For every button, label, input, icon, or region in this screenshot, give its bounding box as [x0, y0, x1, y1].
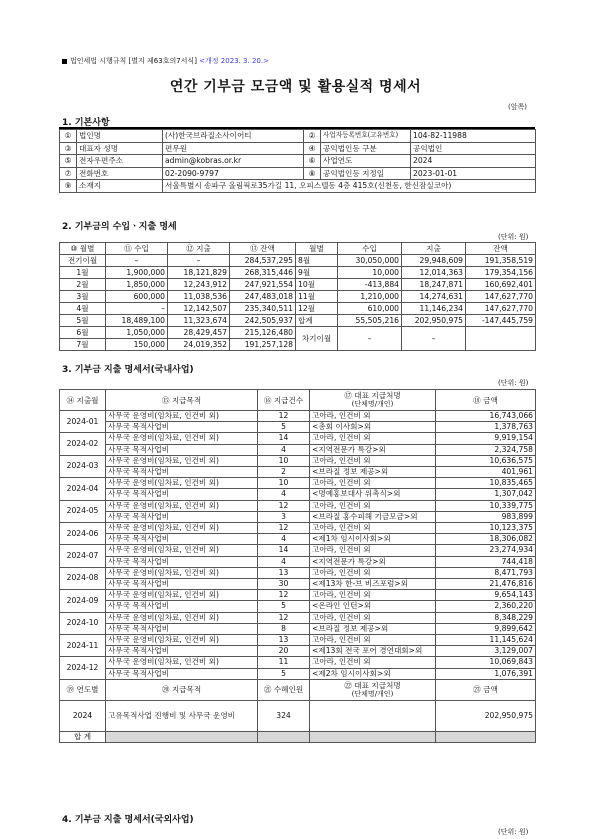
- field-value: (사)한국브라질소사이어티: [163, 130, 304, 143]
- payee-cell: <제1차 임시이사회>외: [310, 534, 436, 545]
- month-cell: 10월: [296, 279, 338, 291]
- month-cell: 1월: [60, 267, 106, 279]
- amount-cell: 10,339,775: [436, 500, 536, 511]
- info-row: [60, 167, 536, 180]
- column-header-line: (단체명/개인): [351, 689, 394, 698]
- column-header: [106, 390, 258, 411]
- column-header: [60, 390, 106, 411]
- table-row: [60, 500, 536, 511]
- payee-cell: 고아라, 인건비 외: [310, 635, 436, 646]
- income-cell: –: [106, 303, 168, 315]
- balance-cell: 147,627,770: [466, 303, 536, 315]
- field-label: 법인명: [77, 130, 163, 143]
- month-cell: 2024-02: [60, 433, 106, 455]
- count-cell: 8: [258, 623, 310, 634]
- domestic-expense-table: [59, 389, 536, 743]
- amount-cell: 10,636,575: [436, 455, 536, 466]
- purpose-cell: 사무국 운영비(임차료, 인건비 외): [106, 635, 258, 646]
- field-number: ④: [304, 142, 321, 155]
- payee-cell: 고아라, 인건비 외: [310, 612, 436, 623]
- total-row: [60, 731, 536, 742]
- purpose-cell: 사무국 목적사업비: [106, 422, 258, 433]
- square-bullet-icon: [62, 59, 67, 64]
- field-number: ⑥: [304, 155, 321, 168]
- column-header-line: ⑳ 지급목적: [161, 685, 202, 695]
- table-row: [60, 291, 536, 303]
- purpose-cell: 사무국 목적사업비: [106, 668, 258, 679]
- count-cell: 12: [258, 612, 310, 623]
- field-value: 편무원: [163, 142, 304, 155]
- table-row: [60, 534, 536, 545]
- form-ref-text: 법인세법 시행규칙 [별지 제63호의7서식]: [70, 57, 197, 65]
- month-cell: 2024-01: [60, 411, 106, 433]
- expense-cell: 11,146,234: [402, 303, 466, 315]
- count-cell: 12: [258, 500, 310, 511]
- purpose-cell: 사무국 운영비(임차료, 인건비 외): [106, 545, 258, 556]
- expense-cell: –: [402, 327, 466, 351]
- balance-cell: 191,257,128: [230, 339, 296, 351]
- total-purpose-cell: [106, 731, 258, 742]
- count-cell: 14: [258, 433, 310, 444]
- month-cell: 전기이월: [60, 255, 106, 267]
- purpose-cell: 사무국 목적사업비: [106, 534, 258, 545]
- purpose-cell: 사무국 운영비(임차료, 인건비 외): [106, 500, 258, 511]
- amount-cell: 21,476,816: [436, 579, 536, 590]
- table-row: [60, 267, 536, 279]
- payee-cell: <온라인 인턴>외: [310, 601, 436, 612]
- purpose-cell: 사무국 목적사업비: [106, 556, 258, 567]
- purpose-cell: 사무국 목적사업비: [106, 646, 258, 657]
- month-cell: 2월: [60, 279, 106, 291]
- section4-unit: (단위: 원): [498, 828, 529, 836]
- income-cell: 1,050,000: [106, 327, 168, 339]
- purpose-cell: 사무국 목적사업비: [106, 623, 258, 634]
- total-people-cell: [258, 731, 310, 742]
- table-row: [60, 467, 536, 478]
- purpose-cell: 사무국 운영비(임차료, 인건비 외): [106, 657, 258, 668]
- summary-header-row: [60, 679, 536, 700]
- month-cell: 7월: [60, 339, 106, 351]
- column-header: [310, 390, 436, 411]
- table-row: [60, 567, 536, 578]
- column-header-line: ⑮ 지급목적: [161, 395, 202, 405]
- expense-cell: 12,243,912: [168, 279, 230, 291]
- month-cell: 2024-05: [60, 500, 106, 522]
- month-cell: 8월: [296, 255, 338, 267]
- month-cell: 6월: [60, 327, 106, 339]
- field-label: 소재지: [77, 180, 163, 193]
- table-row: [60, 489, 536, 500]
- payee-cell: <제2차 임시이사회>외: [310, 668, 436, 679]
- table-row: [60, 545, 536, 556]
- total-payee-cell: [310, 731, 436, 742]
- expense-cell: 11,038,536: [168, 291, 230, 303]
- count-cell: 4: [258, 444, 310, 455]
- column-header: ⑬ 잔액: [230, 243, 296, 255]
- balance-cell: 247,483,018: [230, 291, 296, 303]
- front-side-note: (앞쪽): [508, 103, 527, 111]
- balance-cell: 235,340,511: [230, 303, 296, 315]
- table-row: [60, 478, 536, 489]
- purpose-cell: 사무국 운영비(임차료, 인건비 외): [106, 411, 258, 422]
- expense-cell: 12,014,363: [402, 267, 466, 279]
- column-header: 지출: [402, 243, 466, 255]
- field-label: 사업자등록번호(고유번호): [321, 130, 411, 143]
- month-cell: 2024-09: [60, 590, 106, 612]
- field-value: 공익법인: [411, 142, 536, 155]
- column-header: [436, 679, 536, 700]
- balance-cell: 284,537,295: [230, 255, 296, 267]
- column-header: [60, 679, 106, 700]
- table-row: [60, 523, 536, 534]
- field-number: ⑧: [304, 167, 321, 180]
- amount-cell: 10,123,375: [436, 523, 536, 534]
- column-header: [258, 390, 310, 411]
- balance-cell: [466, 327, 536, 351]
- balance-cell: 191,358,519: [466, 255, 536, 267]
- table-row: [60, 579, 536, 590]
- table-row: [60, 590, 536, 601]
- count-cell: 11: [258, 657, 310, 668]
- balance-cell: 268,315,446: [230, 267, 296, 279]
- purpose-cell: 사무국 목적사업비: [106, 511, 258, 522]
- people-cell: 324: [258, 700, 310, 731]
- column-header: 수입: [338, 243, 402, 255]
- payee-cell: <지역전문가 특강>외: [310, 444, 436, 455]
- expense-cell: 18,247,871: [402, 279, 466, 291]
- amount-cell: 16,743,066: [436, 411, 536, 422]
- field-number: ⑨: [60, 180, 77, 193]
- month-cell: 2024-03: [60, 455, 106, 477]
- count-cell: 5: [258, 422, 310, 433]
- section3-unit: (단위: 원): [498, 379, 529, 387]
- amount-cell: 11,145,624: [436, 635, 536, 646]
- amount-cell: 2,360,220: [436, 601, 536, 612]
- table-row: [60, 623, 536, 634]
- table-row: [60, 668, 536, 679]
- column-header-line: ⑱ 금액: [473, 395, 498, 405]
- income-cell: –: [338, 327, 402, 351]
- count-cell: 12: [258, 523, 310, 534]
- total-label: 합 계: [60, 731, 106, 742]
- income-cell: 1,900,000: [106, 267, 168, 279]
- table-row: [60, 303, 536, 315]
- payee-cell: 고아라, 인건비 외: [310, 500, 436, 511]
- form-reference: [62, 56, 269, 66]
- table-row: [60, 556, 536, 567]
- info-row: [60, 130, 536, 143]
- info-row: [60, 142, 536, 155]
- column-header: [106, 679, 258, 700]
- balance-cell: 247,921,554: [230, 279, 296, 291]
- amount-cell: 9,654,143: [436, 590, 536, 601]
- count-cell: 12: [258, 411, 310, 422]
- payee-cell: 고아라, 인건비 외: [310, 590, 436, 601]
- column-header-line: ㉒ 대표 지급처명: [344, 680, 401, 690]
- purpose-cell: 사무국 목적사업비: [106, 601, 258, 612]
- section2-title: 2. 기부금의 수입ㆍ지출 명세: [62, 222, 177, 232]
- count-cell: 10: [258, 455, 310, 466]
- year-cell: 2024: [60, 700, 106, 731]
- payee-cell: <브라질 정보 제공>외: [310, 623, 436, 634]
- field-number: ②: [304, 130, 321, 143]
- column-header-line: ⑰ 대표 지급처명: [344, 391, 401, 400]
- column-header: 잔액: [466, 243, 536, 255]
- month-cell: 5월: [60, 315, 106, 327]
- count-cell: 14: [258, 545, 310, 556]
- total-amount-cell: [436, 731, 536, 742]
- month-cell: 4월: [60, 303, 106, 315]
- revision-note: <개정 2023. 3. 20.>: [199, 57, 269, 65]
- field-value: admin@kobras.or.kr: [163, 155, 304, 168]
- amount-cell: 202,950,975: [436, 700, 536, 731]
- column-header: [310, 679, 436, 700]
- income-cell: 55,505,216: [338, 315, 402, 327]
- balance-cell: -147,445,759: [466, 315, 536, 327]
- field-number: ⑦: [60, 167, 77, 180]
- count-cell: 5: [258, 668, 310, 679]
- month-cell: 2024-07: [60, 545, 106, 567]
- amount-cell: 744,418: [436, 556, 536, 567]
- field-value: 2024: [411, 155, 536, 168]
- expense-cell: –: [168, 255, 230, 267]
- column-header-line: ⑭ 지출월: [66, 395, 99, 405]
- count-cell: 4: [258, 534, 310, 545]
- count-cell: 12: [258, 590, 310, 601]
- address-value: 서울특별시 송파구 올림픽로35가길 11, 오피스텔동 4층 415호(신천동, 한신잠실코아): [163, 180, 536, 193]
- field-number: ①: [60, 130, 77, 143]
- amount-cell: 23,274,934: [436, 545, 536, 556]
- column-header: ⑫ 지출: [168, 243, 230, 255]
- income-cell: 1,850,000: [106, 279, 168, 291]
- table-row: [60, 601, 536, 612]
- purpose-cell: 사무국 목적사업비: [106, 467, 258, 478]
- expense-cell: 12,142,507: [168, 303, 230, 315]
- amount-cell: 401,961: [436, 467, 536, 478]
- purpose-cell: 사무국 운영비(임차료, 인건비 외): [106, 433, 258, 444]
- month-cell: 차기이월: [296, 327, 338, 351]
- purpose-cell: 고유목적사업 진행비 및 사무국 운영비: [106, 700, 258, 731]
- income-cell: 30,050,000: [338, 255, 402, 267]
- income-cell: 1,210,000: [338, 291, 402, 303]
- payee-cell: <제13차 한-브 비즈포럼>외: [310, 579, 436, 590]
- table-row: [60, 635, 536, 646]
- table-row: [60, 411, 536, 422]
- amount-cell: 3,129,007: [436, 646, 536, 657]
- table-header-row: [60, 390, 536, 411]
- income-cell: 10,000: [338, 267, 402, 279]
- field-label: 사업연도: [321, 155, 411, 168]
- payee-cell: 고아라, 인건비 외: [310, 478, 436, 489]
- payee-cell: 고아라, 인건비 외: [310, 433, 436, 444]
- payee-cell: 고아라, 인건비 외: [310, 657, 436, 668]
- month-cell: 3월: [60, 291, 106, 303]
- table-row: [60, 657, 536, 668]
- column-header: 월별: [296, 243, 338, 255]
- table-row: [60, 455, 536, 466]
- count-cell: 5: [258, 601, 310, 612]
- column-header: [436, 390, 536, 411]
- purpose-cell: 사무국 운영비(임차료, 인건비 외): [106, 478, 258, 489]
- purpose-cell: 사무국 운영비(임차료, 인건비 외): [106, 590, 258, 601]
- payee-cell: <브라질 홍수피해 기금모금>외: [310, 511, 436, 522]
- income-cell: 610,000: [338, 303, 402, 315]
- column-header-line: ⑲ 연도별: [66, 685, 99, 695]
- payee-cell: 고아라, 인건비 외: [310, 567, 436, 578]
- table-row: [60, 433, 536, 444]
- amount-cell: 1,378,763: [436, 422, 536, 433]
- month-cell: 9월: [296, 267, 338, 279]
- table-row: [60, 646, 536, 657]
- purpose-cell: 사무국 목적사업비: [106, 444, 258, 455]
- amount-cell: 8,471,793: [436, 567, 536, 578]
- month-cell: 11월: [296, 291, 338, 303]
- purpose-cell: 사무국 운영비(임차료, 인건비 외): [106, 455, 258, 466]
- month-cell: 12월: [296, 303, 338, 315]
- payee-cell: <명예홍보대사 위촉식>외: [310, 489, 436, 500]
- table-header-row: [60, 243, 536, 255]
- table-row: [60, 444, 536, 455]
- count-cell: 4: [258, 556, 310, 567]
- payee-cell: 고아라, 인건비 외: [310, 545, 436, 556]
- income-expense-table: [59, 242, 536, 351]
- payee-cell: [310, 700, 436, 731]
- payee-cell: <제13회 전국 포어 경연대회>외: [310, 646, 436, 657]
- field-label: 대표자 성명: [77, 142, 163, 155]
- column-header-line: ⑯ 지급건수: [263, 395, 304, 405]
- amount-cell: 10,069,843: [436, 657, 536, 668]
- expense-cell: 202,950,975: [402, 315, 466, 327]
- expense-cell: 28,429,457: [168, 327, 230, 339]
- month-cell: 합계: [296, 315, 338, 327]
- month-cell: 2024-11: [60, 635, 106, 657]
- column-header-line: ㉓ 금액: [473, 685, 498, 695]
- income-cell: 600,000: [106, 291, 168, 303]
- count-cell: 13: [258, 635, 310, 646]
- basic-info-table: [59, 129, 536, 193]
- purpose-cell: 사무국 운영비(임차료, 인건비 외): [106, 567, 258, 578]
- count-cell: 13: [258, 567, 310, 578]
- amount-cell: 1,076,391: [436, 668, 536, 679]
- amount-cell: 9,919,154: [436, 433, 536, 444]
- balance-cell: 242,505,937: [230, 315, 296, 327]
- amount-cell: 18,306,082: [436, 534, 536, 545]
- expense-cell: 11,323,674: [168, 315, 230, 327]
- table-row: [60, 315, 536, 327]
- field-number: ③: [60, 142, 77, 155]
- count-cell: 20: [258, 646, 310, 657]
- table-row: [60, 255, 536, 267]
- count-cell: 3: [258, 511, 310, 522]
- table-row: [60, 327, 536, 339]
- balance-cell: 160,692,401: [466, 279, 536, 291]
- field-label: 공익법인등 구분: [321, 142, 411, 155]
- income-cell: 18,489,100: [106, 315, 168, 327]
- balance-cell: 147,627,770: [466, 291, 536, 303]
- purpose-cell: 사무국 운영비(임차료, 인건비 외): [106, 523, 258, 534]
- purpose-cell: 사무국 목적사업비: [106, 579, 258, 590]
- table-row: [60, 612, 536, 623]
- page-title: 연간 기부금 모금액 및 활용실적 명세서: [169, 79, 422, 95]
- column-header-line: ㉑ 수혜인원: [263, 685, 304, 695]
- purpose-cell: 사무국 운영비(임차료, 인건비 외): [106, 612, 258, 623]
- field-value: 104-82-11988: [411, 130, 536, 143]
- payee-cell: 고아라, 인건비 외: [310, 523, 436, 534]
- balance-cell: 215,126,480: [230, 327, 296, 339]
- month-cell: 2024-06: [60, 523, 106, 545]
- month-cell: 2024-12: [60, 657, 106, 679]
- address-row: [60, 180, 536, 193]
- amount-cell: 983,899: [436, 511, 536, 522]
- expense-cell: 18,121,829: [168, 267, 230, 279]
- section1-title: 1. 기본사항: [62, 118, 110, 128]
- amount-cell: 9,899,642: [436, 623, 536, 634]
- expense-cell: 29,948,609: [402, 255, 466, 267]
- count-cell: 10: [258, 478, 310, 489]
- column-header: [258, 679, 310, 700]
- count-cell: 2: [258, 467, 310, 478]
- info-row: [60, 155, 536, 168]
- table-row: [60, 422, 536, 433]
- column-header: ⑪ 수입: [106, 243, 168, 255]
- payee-cell: <브라질 정보 제공>외: [310, 467, 436, 478]
- amount-cell: 10,835,465: [436, 478, 536, 489]
- field-value: 02-2090-9797: [163, 167, 304, 180]
- month-cell: 2024-08: [60, 567, 106, 589]
- field-label: 공익법인등 지정일: [321, 167, 411, 180]
- income-cell: -413,884: [338, 279, 402, 291]
- count-cell: 30: [258, 579, 310, 590]
- column-header: ⑩ 월별: [60, 243, 106, 255]
- expense-cell: 14,274,631: [402, 291, 466, 303]
- income-cell: –: [106, 255, 168, 267]
- month-cell: 2024-10: [60, 612, 106, 634]
- count-cell: 4: [258, 489, 310, 500]
- amount-cell: 8,348,229: [436, 612, 536, 623]
- table-row: [60, 511, 536, 522]
- amount-cell: 2,324,758: [436, 444, 536, 455]
- amount-cell: 1,307,042: [436, 489, 536, 500]
- summary-row: [60, 700, 536, 731]
- payee-cell: 고아라, 인건비 외: [310, 455, 436, 466]
- table-row: [60, 279, 536, 291]
- payee-cell: <지역전문가 특강>외: [310, 556, 436, 567]
- purpose-cell: 사무국 목적사업비: [106, 489, 258, 500]
- section2-unit: (단위: 원): [498, 233, 529, 241]
- balance-cell: 179,354,156: [466, 267, 536, 279]
- month-cell: 2024-04: [60, 478, 106, 500]
- payee-cell: 고아라, 인건비 외: [310, 411, 436, 422]
- income-cell: 150,000: [106, 339, 168, 351]
- column-header-line: (단체명/개인): [351, 400, 394, 408]
- expense-cell: 24,019,352: [168, 339, 230, 351]
- field-value: 2023-01-01: [411, 167, 536, 180]
- section3-title: 3. 기부금 지출 명세서(국내사업): [62, 365, 194, 375]
- field-label: 전화번호: [77, 167, 163, 180]
- section4-title: 4. 기부금 지출 명세서(국외사업): [62, 815, 194, 825]
- payee-cell: <총회 이사회>외: [310, 422, 436, 433]
- field-number: ⑤: [60, 155, 77, 168]
- field-label: 전자우편주소: [77, 155, 163, 168]
